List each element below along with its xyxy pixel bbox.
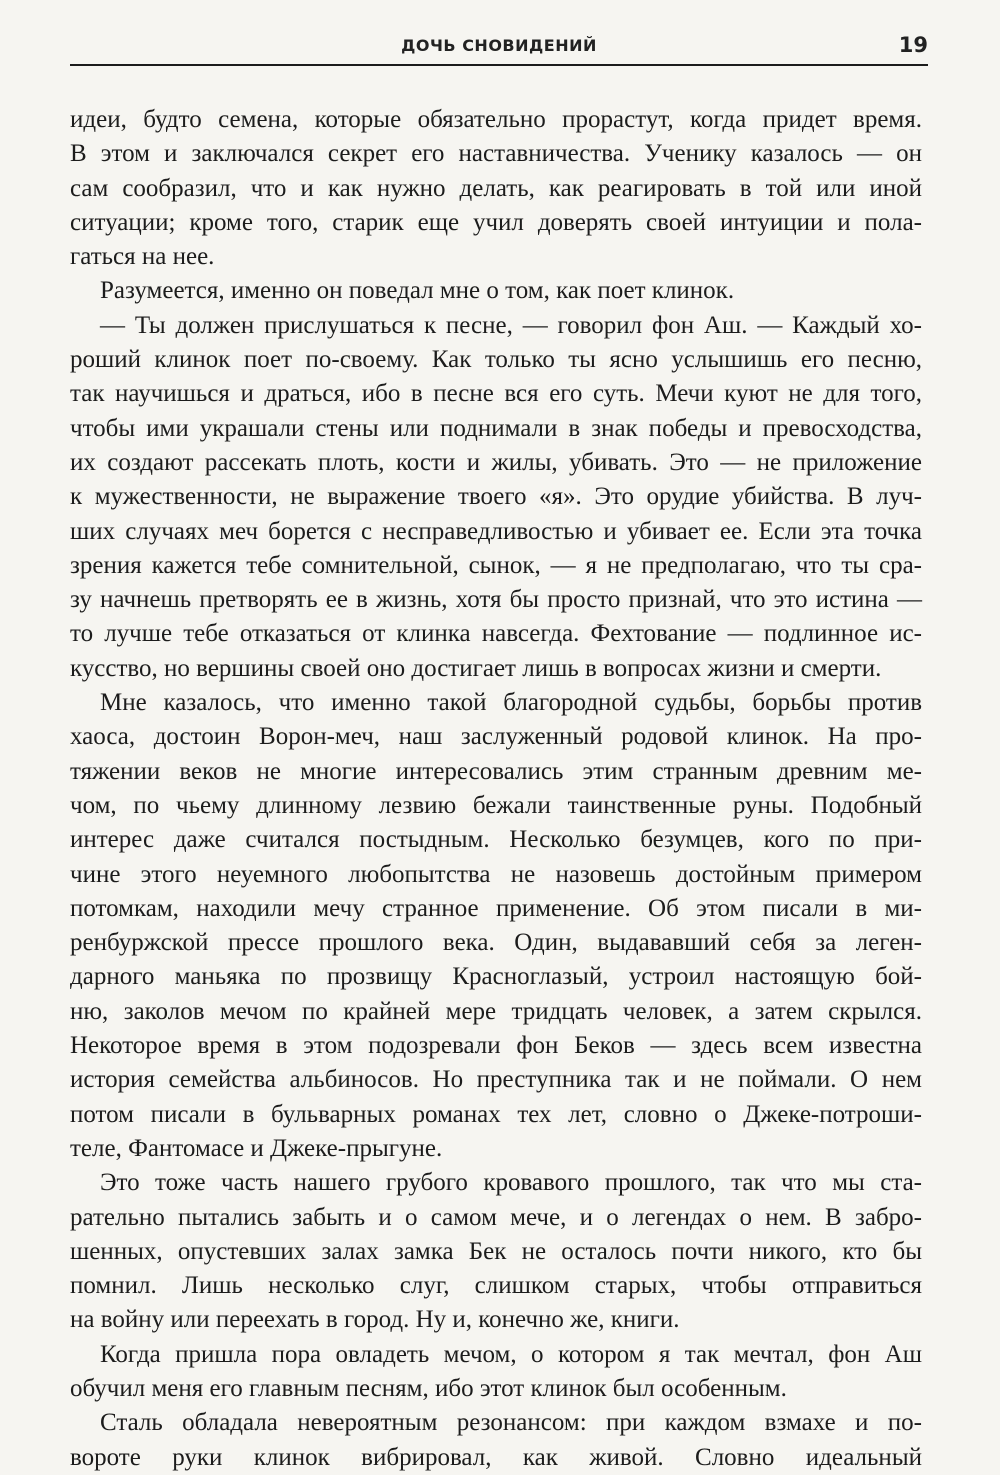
paragraph [70, 103, 922, 274]
body-text [70, 103, 922, 1475]
text-line: дарного маньяка по прозвищу Красноглазый, устроил настоящую бой- [70, 963, 922, 991]
text-line: так научишься и драться, ибо в песне вся его суть. Мечи куют не для того, [70, 380, 922, 408]
text-line: ню, заколов мечом по крайней мере тридцать человек, а затем скрылся. [70, 997, 922, 1025]
text-line: Когда пришла пора овладеть мечом, о котором я так мечтал, фон Аш [100, 1340, 922, 1368]
running-header [70, 30, 928, 66]
text-line: Разумеется, именно он поведал мне о том, как поет клинок. [100, 277, 735, 305]
paragraph [70, 1406, 922, 1475]
paragraph [70, 309, 922, 686]
text-line: В этом и заключался секрет его наставничества. Ученику казалось — он [70, 140, 922, 168]
text-line: роший клинок поет по-своему. Как только ты ясно услышишь его песню, [70, 346, 922, 374]
text-line: то лучше тебе отказаться от клинка навсегда. Фехтование — подлинное ис- [70, 620, 922, 648]
text-line: кусство, но вершины своей оно достигает лишь в вопросах жизни и смерти. [70, 654, 882, 682]
text-line: чтобы ими украшали стены или поднимали в знак победы и превосходства, [70, 414, 922, 442]
text-line: помнил. Лишь несколько слуг, слишком старых, чтобы отправиться [70, 1272, 922, 1300]
text-line: их создают рассекать плоть, кости и жилы, убивать. Это — не приложение [70, 448, 922, 476]
text-line: к мужественности, не выражение твоего «я». Это орудие убийства. В луч- [70, 483, 922, 511]
text-line: обучил меня его главным песням, ибо этот клинок был особенным. [70, 1374, 787, 1402]
text-line: хаоса, достоин Ворон-меч, наш заслуженный родовой клинок. На про- [70, 723, 922, 751]
text-line: Это тоже часть нашего грубого кровавого прошлого, так что мы ста- [100, 1169, 922, 1197]
chapter-title: ДОЧЬ СНОВИДЕНИЙ [401, 36, 597, 55]
text-line: Некоторое время в этом подозревали фон Беков — здесь всем известна [70, 1032, 922, 1060]
text-line: потомкам, находили мечу странное применение. Об этом писали в ми- [70, 894, 922, 922]
text-line: шенных, опустевших залах замка Бек не осталось почти никого, кто бы [70, 1237, 922, 1265]
paragraph [70, 1166, 922, 1337]
text-line: интерес даже считался постыдным. Несколько безумцев, кого по при- [70, 826, 922, 854]
text-line: Мне казалось, что именно такой благородной судьбы, борьбы против [100, 689, 922, 717]
text-line: рательно пытались забыть и о самом мече, и о легендах о нем. В забро- [70, 1203, 922, 1231]
text-line: зу начнешь претворять ее в жизнь, хотя бы просто признай, что это истина — [70, 586, 922, 614]
text-line: на войну или переехать в город. Ну и, конечно же, книги. [70, 1306, 680, 1334]
text-line: тяжении веков не многие интересовались этим странным древним ме- [70, 757, 922, 785]
paragraph [70, 274, 922, 308]
text-line: сам сообразил, что и как нужно делать, как реагировать в той или иной [70, 174, 922, 202]
text-line: зрения кажется тебе сомнительной, сынок, — я не предполагаю, что ты сра- [70, 551, 922, 579]
text-line: вороте руки клинок вибрировал, как живой. Словно идеальный [70, 1443, 922, 1471]
text-line: потом писали в бульварных романах тех лет, словно о Джеке-потроши- [70, 1100, 922, 1128]
text-line: чом, по чьему длинному лезвию бежали таинственные руны. Подобный [70, 791, 922, 819]
text-line: Сталь обладала невероятным резонансом: при каждом взмахе и по- [100, 1409, 922, 1437]
page-number: 19 [898, 33, 928, 57]
text-line: идеи, будто семена, которые обязательно прорастут, когда придет время. [70, 106, 922, 133]
text-line: история семейства альбиносов. Но преступника так и не поймали. О нем [70, 1066, 922, 1094]
text-line: ших случаях меч борется с несправедливостью и убивает ее. Если эта точка [70, 517, 922, 545]
paragraph [70, 686, 922, 1166]
text-line: чине этого неуемного любопытства не назовешь достойным примером [70, 860, 922, 888]
text-line: гаться на нее. [70, 243, 215, 271]
text-line: ситуации; кроме того, старик еще учил доверять своей интуиции и пола- [70, 208, 922, 236]
paragraph [70, 1338, 922, 1407]
text-line: — Ты должен прислушаться к песне, — говорил фон Аш. — Каждый хо- [100, 311, 922, 339]
text-line: теле, Фантомасе и Джеке-прыгуне. [70, 1134, 443, 1162]
text-line: ренбуржской прессе прошлого века. Один, выдававший себя за леген- [70, 929, 922, 957]
